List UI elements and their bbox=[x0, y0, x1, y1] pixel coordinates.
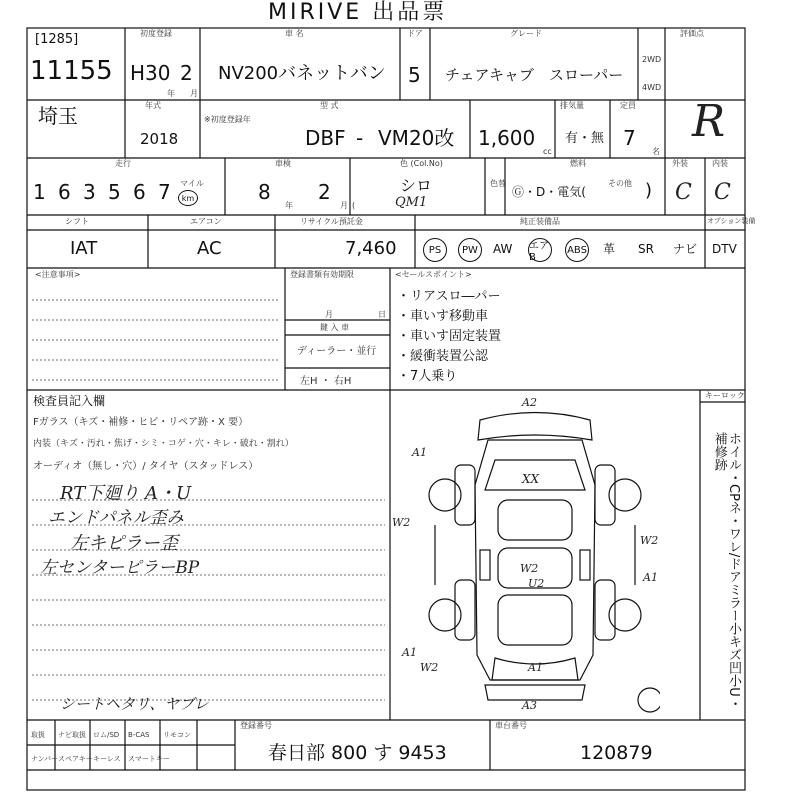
mark-w2: W2 bbox=[392, 516, 411, 529]
footer-cell: スマートキー bbox=[128, 755, 170, 763]
doors-label: ドア bbox=[407, 29, 423, 38]
fuel-value: Ⓖ・D・電気( bbox=[512, 185, 586, 199]
mileage-digit: 3 bbox=[83, 180, 96, 204]
mark-a1: A1 bbox=[643, 571, 658, 584]
sales-points-label: <セールスポイント> bbox=[395, 270, 472, 279]
interior-label: 内装 bbox=[712, 159, 728, 168]
month-sub: 月 bbox=[190, 89, 198, 98]
interior-grade: C bbox=[714, 180, 731, 205]
cc-unit: cc bbox=[543, 147, 552, 156]
model-prefix: DBF bbox=[305, 126, 346, 150]
option-label: オプション装備 bbox=[707, 217, 756, 225]
aircon-value: AC bbox=[197, 238, 222, 259]
color-code: QM1 bbox=[395, 195, 428, 210]
year-label: 年式 bbox=[145, 101, 161, 110]
sales-point: ・車いす移動車 bbox=[397, 309, 489, 324]
equipment-item: AW bbox=[493, 242, 513, 256]
drive-2wd: 2WD bbox=[642, 55, 662, 64]
plate-label: 登録番号 bbox=[240, 721, 272, 730]
footer-cell: スペアキー bbox=[58, 755, 93, 763]
aircon-label: エアコン bbox=[190, 217, 222, 226]
equipment-item: エアB bbox=[528, 238, 552, 262]
mileage-digit: 1 bbox=[33, 180, 46, 204]
rating-value: R bbox=[692, 96, 726, 147]
color-label: 色 (Col.No) bbox=[400, 159, 443, 168]
reg-valid-label: 登録書類有効期限 bbox=[290, 270, 354, 279]
first-reg-month: 2 bbox=[180, 61, 193, 85]
mark-a3: A3 bbox=[522, 699, 537, 712]
footer-cell: ナビ取扱 bbox=[58, 731, 86, 739]
model-dash: - bbox=[356, 126, 364, 150]
footer-cell: ロム/SD bbox=[93, 731, 120, 739]
equipment-item: DTV bbox=[712, 242, 737, 256]
area-name: 埼玉 bbox=[38, 104, 78, 128]
shift-label: シフト bbox=[65, 217, 89, 226]
inspection-label: 車検 bbox=[275, 159, 291, 168]
recycle-fee: 7,460 bbox=[345, 238, 397, 259]
audio-tire-line: オーディオ（無し・穴）/ タイヤ（スタッドレス） bbox=[33, 461, 259, 472]
sales-point: ・緩衝装置公認 bbox=[397, 349, 489, 364]
equipment-item: PS bbox=[423, 238, 447, 262]
mileage-label: 走行 bbox=[115, 159, 131, 168]
footer-cell: キーレス bbox=[93, 755, 121, 763]
side-damage-text: ホイル・CPネ・ワレ/ドアミラー小キズ凹小U・補修跡 bbox=[711, 432, 741, 710]
mark-w2: W2 bbox=[420, 661, 439, 674]
mark-w2: W2 bbox=[640, 534, 659, 547]
equipment-item: 革 bbox=[603, 242, 616, 256]
note-handwritten: シートヘタリ、ヤブレ bbox=[60, 695, 209, 713]
model-label: 型 式 bbox=[320, 101, 339, 110]
sales-point: ・リアスロ―パー bbox=[397, 289, 501, 304]
lot-bracket-number: [1285] bbox=[35, 32, 79, 47]
mark-a1: A1 bbox=[412, 446, 427, 459]
recycle-label: リサイクル預託金 bbox=[300, 217, 363, 226]
footer-cell: ナンバー bbox=[31, 755, 59, 763]
chassis-label: 車台番号 bbox=[495, 721, 527, 730]
color-change-label: 色替 bbox=[490, 179, 506, 188]
form-title: MIRIVE 出品票 bbox=[268, 0, 448, 25]
shift-value: IAT bbox=[70, 238, 98, 259]
inspection-year: 8 bbox=[258, 180, 271, 204]
inspection-year-unit: 年 bbox=[285, 201, 293, 210]
plate-number: 春日部 800 す 9453 bbox=[268, 742, 447, 764]
mileage-digit: 5 bbox=[108, 180, 121, 204]
equipment-item: SR bbox=[638, 242, 654, 256]
storage-label: 鍵 入 車 bbox=[320, 323, 350, 332]
equipment-item: ナビ bbox=[673, 242, 698, 256]
dealer-parallel: ディーラー・並行 bbox=[297, 346, 377, 357]
mileage-digit: 7 bbox=[158, 180, 171, 204]
chassis-number: 120879 bbox=[580, 742, 653, 764]
exterior-label: 外装 bbox=[672, 159, 688, 168]
mark-a2: A2 bbox=[522, 396, 537, 409]
grade-value: チェアキャブ スローパー bbox=[445, 66, 624, 84]
model-year: 2018 bbox=[140, 130, 179, 148]
note-handwritten: 左センターピラーBP bbox=[40, 558, 200, 578]
era-year-sub: 年 bbox=[167, 89, 175, 98]
footer-cell: B-CAS bbox=[128, 731, 150, 739]
color-paren: ( bbox=[352, 201, 356, 210]
inspection-month: 2 bbox=[318, 180, 331, 204]
sales-point: ・7人乗り bbox=[397, 369, 458, 384]
sales-point: ・車いす固定装置 bbox=[397, 329, 502, 344]
steering-side: 左H ・ 右H bbox=[300, 376, 352, 387]
glass-line: Fガラス（キズ・補修・ヒビ・リペア跡・X 要） bbox=[33, 417, 249, 428]
equipment-item: ABS bbox=[565, 238, 589, 262]
reg-day: 日 bbox=[378, 310, 386, 319]
footer-cell: リモコン bbox=[163, 731, 191, 739]
capacity-value: 7 bbox=[623, 126, 636, 150]
note-handwritten: 左キピラー歪 bbox=[70, 533, 178, 554]
note-handwritten: RT下廻り A・U bbox=[60, 483, 192, 504]
tax-flag: 有・無 bbox=[565, 131, 605, 146]
keylock-label: キーロック bbox=[705, 391, 745, 400]
lot-number: 11155 bbox=[30, 56, 113, 86]
mileage-digit: 6 bbox=[133, 180, 146, 204]
mile-tag: マイル bbox=[180, 179, 204, 188]
color-value: シロ bbox=[400, 176, 433, 195]
mark-a1: A1 bbox=[528, 661, 543, 674]
door-count: 5 bbox=[408, 63, 421, 87]
year-note: ※初度登録年 bbox=[204, 115, 251, 124]
equipment-item: PW bbox=[458, 238, 482, 262]
model-code: VM20改 bbox=[378, 126, 455, 150]
fixed-label: 定員 bbox=[620, 101, 636, 110]
exterior-grade: C bbox=[675, 180, 692, 205]
caution-label: <注意事項> bbox=[35, 270, 81, 279]
rating-label: 評価点 bbox=[680, 29, 704, 38]
interior-line: 内装（キズ・汚れ・焦げ・シミ・コゲ・穴・キレ・破れ・割れ） bbox=[33, 439, 294, 449]
km-unit-circled: km bbox=[178, 190, 198, 206]
mileage-digit: 6 bbox=[58, 180, 71, 204]
era-year: H30 bbox=[130, 61, 171, 85]
mark-u2: U2 bbox=[528, 577, 545, 590]
grade-label: グレード bbox=[510, 29, 542, 38]
reg-month: 月 bbox=[325, 310, 333, 319]
inspector-label: 検査員記入欄 bbox=[33, 394, 106, 408]
inspection-month-unit: 月 bbox=[340, 201, 348, 210]
mark-w2: W2 bbox=[520, 562, 539, 575]
car-name-label: 車 名 bbox=[285, 29, 304, 38]
drive-4wd: 4WD bbox=[642, 83, 662, 92]
fuel-close: ) bbox=[645, 180, 653, 201]
note-handwritten: エンドパネル歪み bbox=[48, 508, 184, 528]
equipment-label: 純正装備品 bbox=[520, 217, 560, 226]
persons-unit: 名 bbox=[652, 147, 660, 156]
fuel-other-label: その他 bbox=[608, 179, 632, 188]
displacement-value: 1,600 bbox=[478, 126, 536, 150]
mark-xx: XX bbox=[522, 472, 540, 486]
fuel-label: 燃料 bbox=[570, 159, 586, 168]
footer-cell: 取扱 bbox=[31, 731, 45, 739]
mark-a1: A1 bbox=[402, 646, 417, 659]
car-name: NV200バネットバン bbox=[218, 63, 386, 84]
first-reg-label: 初度登録 bbox=[140, 29, 172, 38]
displacement-label: 排気量 bbox=[560, 101, 584, 110]
